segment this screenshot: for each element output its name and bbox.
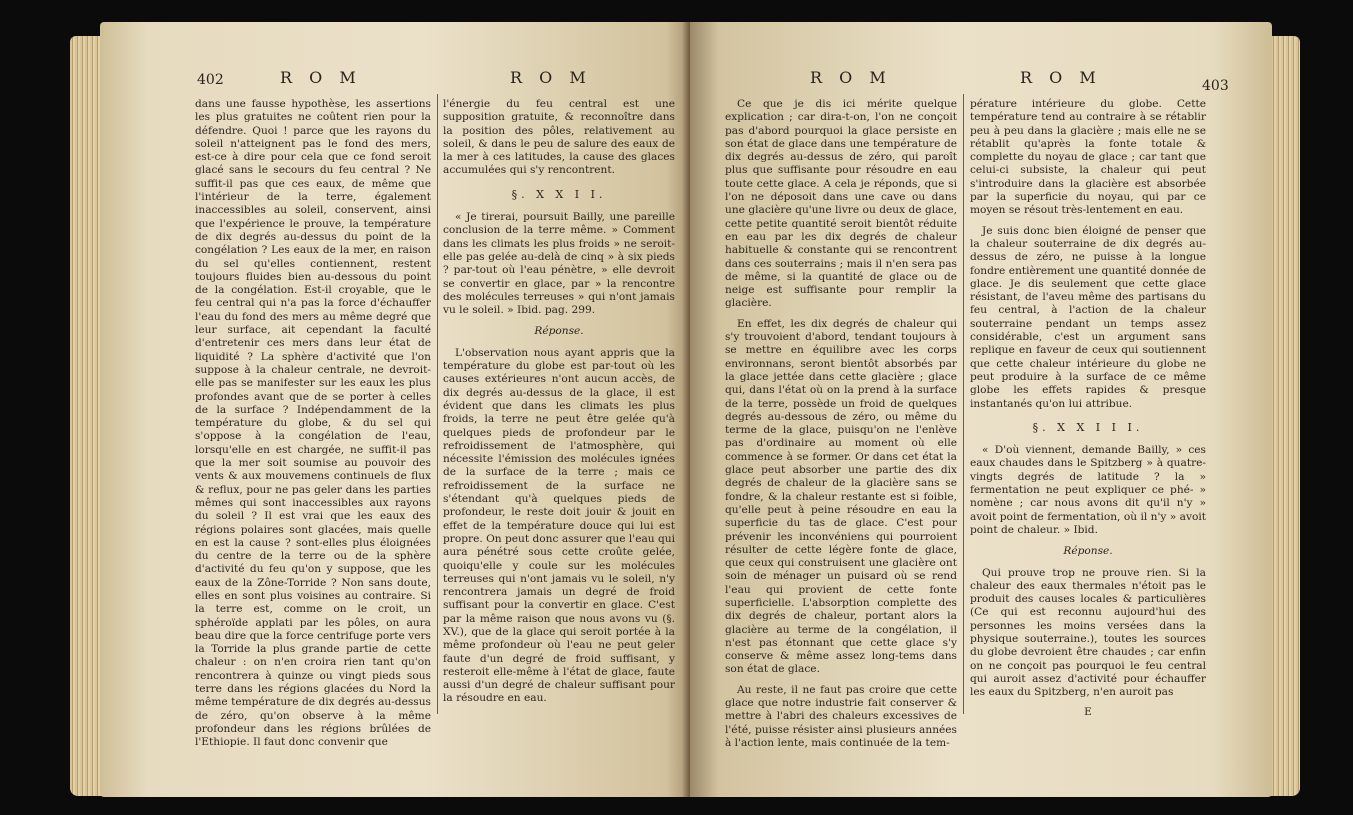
running-head: R O M — [810, 68, 892, 87]
quote: « D'où viennent, demande Bailly, » ces eaux chaudes dans le Spitzberg » à quatre-vingts degrés de latitude ? la » fermentation ne peut expliquer ce phé- » nomène ; car nous avons dit qu'il n'y » avoit point de fermentation, où il n'y » avoit point de chaleur. » Ibid. — [970, 444, 1206, 536]
running-head: R O M — [280, 68, 362, 87]
text-column-2 — [970, 98, 1206, 720]
paragraph: Ce que je dis ici mérite quelque explication ; car dira-t-on, l'on ne conçoit pas d'abord pourquoi la glace persiste en son état de glace dans une température de dix degrés au-dessus de zéro, qui paroît plus que suffisante pour résoudre en eau toute cette glace. A cela je réponds, que si l'on ne déposoit dans une cave ou dans une glacière qu'une livre ou deux de glace, cette petite quantité seroit bientôt réduite en eau par les dix degrés de chaleur habituelle & constante qui se rencontrent dans ces souterrains ; mais il n'en sera pas de même, si la quantité de glace ou de neige est suffisante pour remplir la glacière. — [725, 98, 957, 310]
paragraph: En effet, les dix degrés de chaleur qui s'y trouvoient d'abord, tendant toujours à se mettre en équilibre avec les corps environnans, seront bientôt absorbés par la glace jettée dans cette glacière ; glace qui, dans l'état où on la prend à la surface de la terre, possède un froid de quelques degrés au-dessous de zéro, ou même du terme de la glace, puisqu'on ne l'enlève pas d'ordinaire au moment où elle commence à se former. Or dans cet état la glace peut absorber une partie des dix degrés de chaleur de la glacière sans se fondre, & la chaleur restante est si foible, qu'elle peut à peine résoudre en eau la superficie du tas de glace. C'est pour prévenir les inconvéniens qui pourroient résulter de cette légère fonte de glace, que ceux qui construisent une glacière ont soin de ménager un puisard où se rend l'eau qui provient de cette fonte superficielle. L'absorption complette des dix degrés de chaleur, portant alors la glacière au terme de la congélation, il n'est pas étonnant que cette glace s'y conserve & même assez long-tems dans son état de glace. — [725, 317, 957, 676]
paragraph: Je suis donc bien éloigné de penser que la chaleur souterraine de dix degrés au-dessus de zéro, ne puisse à la longue fondre entièrement une quantité donnée de glace. Je dis seulement que cette glace résistant, de l'aveu même des partisans du feu central, à l'action de la chaleur souterraine pendant un temps assez considérable, c'est un argument sans replique en faveur de ceux qui soutiennent que cette chaleur intérieure du globe ne peut produire à la surface de ce même globe les effets rapides & presque instantanés qu'on lui attribue. — [970, 224, 1206, 410]
signature-mark: E — [1084, 706, 1092, 719]
paragraph: Au reste, il ne faut pas croire que cette glace que notre industrie fait conserver & mettre à l'abri des chaleurs excessives de l'été, puisse résister ainsi plusieurs années à l'action lente, mais continuée de la tem- — [725, 683, 957, 749]
paragraph: pérature intérieure du globe. Cette température tend au contraire à se rétablir peu à peu dans la glacière ; mais elle ne se rétablit qu'après la fonte totale & complette du noyau de glace ; car tant que celui-ci subsiste, la chaleur qui peut s'introduire dans la glacière est absorbée par la superficie du noyau, qui par ce moyen se résout très-lentement en eau. — [970, 98, 1206, 217]
page-number: 403 — [1202, 78, 1229, 94]
column-rule — [963, 94, 964, 714]
page-number: 402 — [197, 72, 224, 88]
section-heading: §. X X I I. — [511, 187, 607, 201]
text-column-2 — [443, 98, 675, 713]
response-heading: Réponse. — [534, 325, 584, 338]
left-page — [100, 22, 690, 797]
page-edges-left — [70, 36, 104, 796]
open-book — [70, 14, 1300, 804]
section-heading: §. X X I I I. — [1032, 420, 1144, 434]
running-head: R O M — [1020, 68, 1102, 87]
column-rule — [437, 94, 438, 714]
quote: « Je tirerai, poursuit Bailly, une pareille conclusion de la terre même. » Comment dans les climats les plus froids » ne seroit-elle pas gelée au-delà de cinq » à six pieds ? par-tout où l'eau pénètre, » elle devroit se convertir en glace, par » la rencontre des molécules terreuses » qui n'ont jamais vu le soleil. » Ibid. pag. 299. — [443, 211, 675, 317]
paragraph: L'observation nous ayant appris que la température du globe est par-tout où les causes extérieures n'ont aucun accès, de dix degrés au-dessus de la glace, il est évident que dans les climats les plus froids, la terre ne peut être gelée qu'à quelques pieds de profondeur par le refroidissement de l'atmosphère, qui nécessite l'émission des molécules ignées de la surface de la terre ; mais ce refroidissement de la surface ne s'étendant qu'à quelques pieds de profondeur, le reste doit jouir & jouit en effet de la température douce qui lui est propre. On peut donc assurer que l'eau qui aura pénétré sous cette croûte gelée, quoiqu'elle y coule sur les molécules terreuses qui n'ont jamais vu le soleil, n'y rencontrera jamais un degré de froid suffisant pour la convertir en glace. C'est par la même raison que nous avons vu (§. XV.), que de la glace qui seroit portée à la même profondeur où l'eau ne peut geler faute d'un degré de froid suffisant, y resteroit elle-même à l'état de glace, faute aussi d'un degré de chaleur suffisant pour la résoudre en eau. — [443, 346, 675, 705]
running-head: R O M — [510, 68, 592, 87]
paragraph: dans une fausse hypothèse, les assertions les plus gratuites ne coûtent rien pour la défendre. Quoi ! parce que les rayons du soleil n'atteignent pas le fond des mers, est-ce à dire pour cela que ce fond seroit glacé sans le secours du feu central ? Ne suffit-il pas que ces eaux, de même que l'intérieur de la terre, également inaccessibles au soleil, conservent, ainsi que l'expérience le prouve, la température de dix degrés au-dessus du point de la congélation ? Les eaux de la mer, en raison du sel qu'elles contiennent, restent toujours fluides bien au-dessous du point de la congélation. Est-il croyable, que le feu central qui n'a pas la force d'échauffer l'eau du fond des mers au même degré que leur surface, ait cependant la faculté d'entretenir ces mers dans leur état de liquidité ? La sphère d'activité que l'on suppose à la chaleur centrale, ne devroit-elle pas se manifester sur les eaux les plus profondes avant que de se porter à celles de la surface ? Indépendamment de la température du globe, & du sel qui s'oppose à la congélation de l'eau, lorsqu'elle en est chargée, ne suffit-il pas que la mer soit soumise au pouvoir des vents & aux mouvemens continuels de flux & reflux, pour ne pas geler dans les parties mêmes qui sont inaccessibles aux rayons du soleil ? Il est vrai que les eaux des régions polaires sont glacées, mais quelle en est la cause ? sont-elles plus éloignées du centre de la terre ou de la sphère d'activité du feu qu'on y suppose, que les eaux de la Zône-Torride ? Non sans doute, elles en sont plus voisines au contraire. Si la terre est, comme on le croit, un sphéroïde applati par les pôles, on aura beau dire que la force centrifuge porte vers la Torride la plus grande partie de cette chaleur : on n'en croira rien tant qu'on rencontrera à quinze ou vingt pieds sous terre dans les régions glacées du Nord la même température de dix degrés au-dessus de zéro, qu'on observe à la même profondeur dans les régions brûlées de l'Ethiopie. Il faut donc convenir que — [195, 98, 431, 749]
text-column-1 — [195, 98, 431, 757]
paragraph: l'énergie du feu central est une supposition gratuite, & reconnoître dans la position des pôles, relativement au soleil, & dans le peu de salure des eaux de la mer à ces latitudes, la cause des glaces accumulées qui s'y rencontrent. — [443, 98, 675, 177]
response-heading: Réponse. — [1063, 545, 1113, 558]
text-column-1 — [725, 98, 957, 757]
right-page — [690, 22, 1272, 797]
paragraph: Qui prouve trop ne prouve rien. Si la chaleur des eaux thermales n'étoit pas le produit des causes locales & particulières (Ce qui est reconnu aujourd'hui des personnes les moins versées dans la physique souterraine.), toutes les sources du globe devroient être chaudes ; car enfin on ne conçoit pas pourquoi le feu central qui auroit assez d'activité pour échauffer les eaux du Spitzberg, n'en auroit pas — [970, 566, 1206, 699]
